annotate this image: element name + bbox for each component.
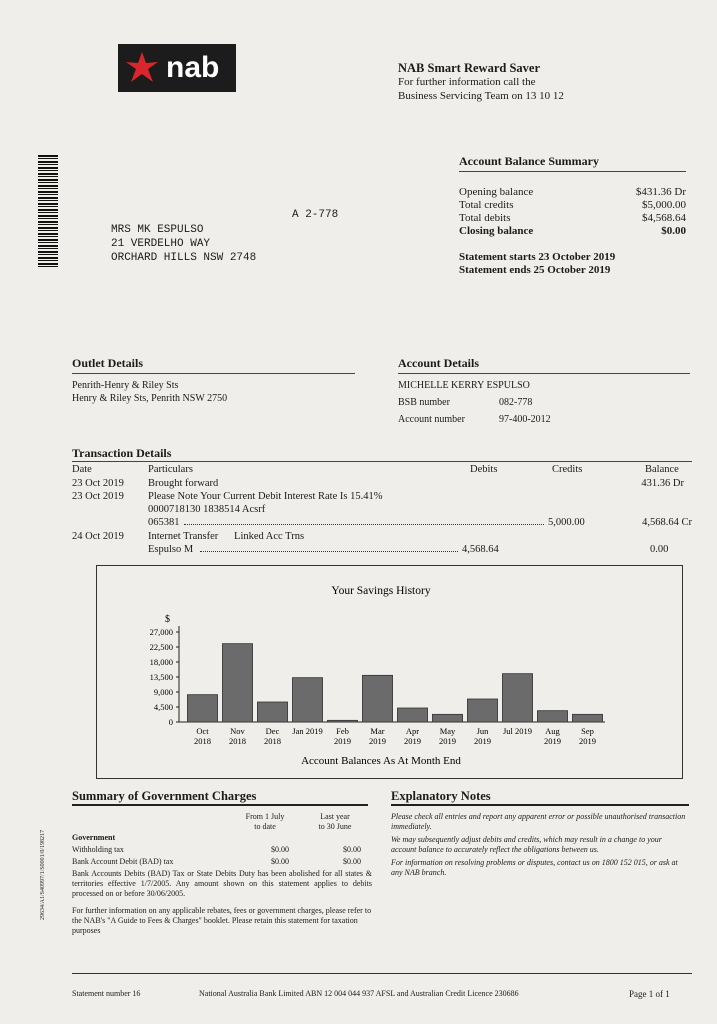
address-line-3: ORCHARD HILLS NSW 2748 [111, 252, 257, 264]
x-tick-label-year: 2019 [369, 736, 386, 746]
gov-col1-line2: to date [254, 822, 276, 831]
row-particulars: Brought forward [148, 478, 219, 489]
header-debits: Debits [470, 464, 498, 475]
x-tick-label: Nov [230, 726, 245, 736]
outlet-title: Outlet Details [72, 356, 143, 370]
address-code: A 2-778 [292, 209, 339, 221]
summary-value: $4,568.64 [642, 212, 686, 224]
gov-row-a: $0.00 [271, 857, 289, 866]
bar [222, 644, 252, 722]
gov-rule [72, 804, 368, 806]
y-tick-label: 4,500 [153, 702, 173, 712]
x-tick-label: Sep [581, 726, 594, 736]
x-tick-label: Apr [405, 726, 420, 736]
side-code: 29634/A1/S40997/1/S0001/0/198217 [40, 829, 46, 920]
bar [467, 699, 497, 722]
x-tick-label-year: 2019 [579, 736, 596, 746]
bar [362, 675, 392, 722]
summary-row [459, 212, 686, 224]
notes-p3: For information on resolving problems or disputes, contact us on 1800 152 015, or ask at any NAB branch. [391, 858, 678, 877]
gov-row-b: $0.00 [343, 845, 361, 854]
header-date: Date [72, 464, 92, 475]
statement-number: Statement number 16 [72, 989, 141, 998]
notes-rule [391, 804, 689, 806]
x-tick-label: Jul 2019 [502, 726, 533, 736]
summary-label: Closing balance [459, 225, 534, 237]
x-tick-label-year: 2018 [229, 736, 246, 746]
gov-col1-line1: From 1 July [245, 812, 285, 821]
logo-text: nab [166, 51, 220, 84]
product-title: NAB Smart Reward Saver [398, 61, 540, 75]
bar [537, 711, 567, 722]
chart-title: Your Savings History [331, 585, 431, 597]
outlet-line-1: Penrith-Henry & Riley Sts [72, 380, 179, 391]
chart-ylabel: $ [165, 614, 170, 625]
y-tick-label: 27,000 [149, 627, 173, 637]
x-tick-label: Jan 2019 [292, 726, 323, 736]
summary-value: $0.00 [661, 225, 686, 237]
chart-xlabel: Account Balances As At Month End [301, 755, 461, 767]
row-credit: 5,000.00 [548, 517, 585, 528]
gov-title: Summary of Government Charges [72, 789, 257, 803]
bar [187, 695, 217, 722]
y-tick-label: 18,000 [149, 657, 173, 667]
gov-col2-line2: to 30 June [318, 822, 352, 831]
gov-row-b: $0.00 [343, 857, 361, 866]
bsb-label: BSB number [398, 397, 450, 408]
row-particulars: Espulso M [148, 544, 194, 555]
footer-rule [72, 973, 692, 974]
notes-title: Explanatory Notes [391, 789, 491, 803]
row-balance: 0.00 [650, 544, 669, 555]
barcode [38, 155, 58, 267]
transactions-rule [72, 461, 692, 462]
nab-logo [118, 44, 236, 92]
x-tick-label: Jun [476, 726, 489, 736]
gov-col2-line1: Last year [320, 812, 350, 821]
row-particulars: Internet Transfer Linked Acc Trns [148, 531, 305, 542]
bar [432, 714, 462, 722]
gov-row-label: Bank Account Debit (BAD) tax [72, 857, 174, 866]
x-tick-label-year: 2019 [404, 736, 421, 746]
x-tick-label-year: 2019 [474, 736, 491, 746]
account-name: MICHELLE KERRY ESPULSO [398, 380, 530, 391]
savings-chart [96, 565, 683, 779]
x-tick-label: May [439, 726, 456, 736]
address-line-1: MRS MK ESPULSO [111, 224, 204, 236]
bar [502, 674, 532, 722]
y-tick-label: 13,500 [149, 672, 173, 682]
notes-p2: We may subsequently adjust debits and credits, which may result in a change to your account balance to accurately reflect the obligations between us. [391, 835, 662, 854]
summary-label: Opening balance [459, 186, 534, 198]
outlet-line-2: Henry & Riley Sts, Penrith NSW 2750 [72, 393, 228, 404]
gov-section: Government [72, 833, 116, 842]
gov-col1 [240, 812, 290, 832]
row-debit: 4,568.64 [462, 544, 499, 555]
account-title: Account Details [398, 356, 479, 370]
bsb-value: 082-778 [499, 397, 533, 408]
summary-rule [459, 171, 686, 172]
summary-row-closing [459, 225, 686, 237]
savings-chart-svg [97, 566, 682, 778]
account-number-value: 97-400-2012 [499, 414, 551, 425]
x-tick-label: Aug [545, 726, 560, 736]
x-tick-label: Oct [196, 726, 209, 736]
header-line-1: For further information call the [398, 76, 536, 88]
x-tick-label: Feb [336, 726, 349, 736]
header-balance: Balance [645, 464, 679, 475]
bar [257, 702, 287, 722]
gov-row-a: $0.00 [271, 845, 289, 854]
gov-note-2: For further information on any applicable rebates, fees or government charges, please refer to the NAB's "A Guide to Fees & Charges" booklet. Please retain this statement for taxation purposes [72, 906, 372, 935]
row-particulars: Please Note Your Current Debit Interest Rate Is 15.41% [148, 491, 383, 502]
notes-p1: Please check all entries and report any apparent error or possible unauthorised transaction immediately. [391, 812, 686, 831]
bar [572, 714, 602, 722]
bar [397, 708, 427, 722]
summary-value: $431.36 Dr [635, 186, 686, 198]
summary-row [459, 199, 686, 211]
x-tick-label-year: 2018 [194, 736, 211, 746]
bar [292, 678, 322, 722]
x-tick-label-year: 2018 [264, 736, 281, 746]
y-tick-label: 9,000 [153, 687, 173, 697]
page-number: Page 1 of 1 [629, 989, 670, 999]
notes-body [391, 812, 687, 881]
statement-start: Statement starts 23 October 2019 [459, 251, 616, 263]
dot-leader [200, 551, 458, 552]
statement-end: Statement ends 25 October 2019 [459, 264, 611, 276]
account-number-label: Account number [398, 414, 465, 425]
summary-label: Total debits [459, 212, 511, 224]
row-balance: 4,568.64 Cr [642, 517, 692, 528]
summary-value: $5,000.00 [642, 199, 686, 211]
summary-label: Total credits [459, 199, 514, 211]
x-tick-label-year: 2019 [544, 736, 561, 746]
gov-note-1: Bank Accounts Debits (BAD) Tax or State Debits Duty has been abolished for all states & territories effective 1/7/2005. Any amount shown on this statement applies to debits processed on or before 30/06/2005. [72, 869, 372, 898]
x-tick-label-year: 2019 [334, 736, 351, 746]
bar [327, 720, 357, 722]
summary-title: Account Balance Summary [459, 154, 599, 168]
bank-legal: National Australia Bank Limited ABN 12 004 044 937 AFSL and Australian Credit Licence 230686 [199, 989, 519, 998]
outlet-rule [72, 373, 355, 374]
row-date: 24 Oct 2019 [72, 531, 124, 542]
gov-row-label: Withholding tax [72, 845, 124, 854]
summary-row [459, 186, 686, 198]
transactions-title: Transaction Details [72, 446, 172, 460]
address-line-2: 21 VERDELHO WAY [111, 238, 211, 250]
row-date: 23 Oct 2019 [72, 478, 124, 489]
y-tick-label: 22,500 [149, 642, 173, 652]
x-tick-label-year: 2019 [439, 736, 456, 746]
row-particulars: 065381 [148, 517, 180, 528]
x-tick-label: Mar [370, 726, 385, 736]
header-line-2: Business Servicing Team on 13 10 12 [398, 90, 564, 102]
account-rule [398, 373, 690, 374]
header-credits: Credits [552, 464, 583, 475]
x-tick-label: Dec [265, 726, 280, 736]
y-tick-label: 0 [168, 717, 173, 727]
row-particulars: 0000718130 1838514 Acsrf [148, 504, 266, 515]
dot-leader [184, 524, 544, 525]
gov-col2 [310, 812, 360, 832]
row-date: 23 Oct 2019 [72, 491, 124, 502]
header-particulars: Particulars [148, 464, 193, 475]
nab-star-icon [124, 50, 160, 86]
row-balance: 431.36 Dr [641, 478, 684, 489]
